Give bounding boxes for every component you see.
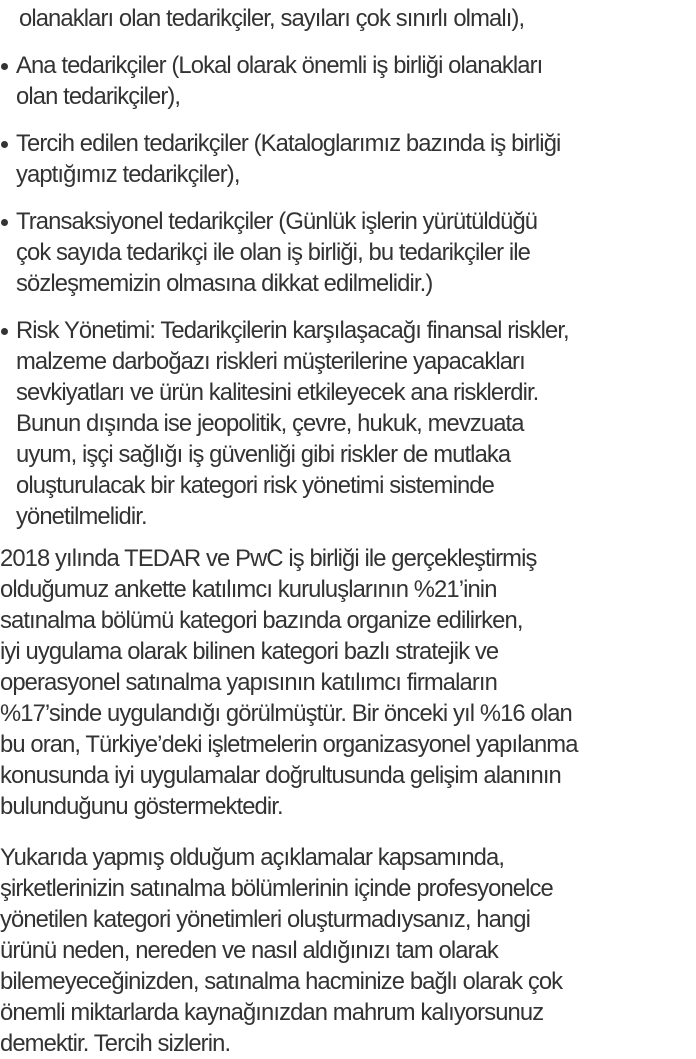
paragraph-conclusion [0,842,696,1059]
bullet-dot-icon [1,328,8,335]
text-line: konusunda iyi uygulamalar doğrultusunda gelişim alanının [0,762,561,789]
text-line: yaptığımız tedarikçiler), [16,161,240,188]
text-line: önemli miktarlarda kaynağınızdan mahrum kalıyorsunuz [0,999,544,1026]
text-line: sevkiyatları ve ürün kalitesini etkileyecek ana risklerdir. [16,379,539,406]
text-line: Risk Yönetimi: Tedarikçilerin karşılaşacağı finansal riskler, [16,317,569,344]
text-line: Yukarıda yapmış olduğum açıklamalar kapsamında, [0,844,505,871]
text-line: demektir. Tercih sizlerin. [0,1030,231,1057]
paragraph-survey-results [0,543,696,822]
list-item-preferred-suppliers [0,128,696,190]
text-line: malzeme darboğazı riskleri müşterilerine yapacakları [16,348,525,375]
text-line: iyi uygulama olarak bilinen kategori bazlı stratejik ve [0,638,499,665]
text-line: olan tedarikçiler), [16,83,181,110]
text-line: 2018 yılında TEDAR ve PwC iş birliği ile gerçekleştirmiş [0,545,537,572]
text-line: uyum, işçi sağlığı iş güvenliği gibi riskler de mutlaka [16,441,511,468]
text-line: oluşturulacak bir kategori risk yönetimi sisteminde [16,472,494,499]
text-line: ürünü neden, nereden ve nasıl aldığınızı tam olarak [0,937,498,964]
bullet-dot-icon [1,141,8,148]
list-item-transactional-suppliers [0,206,696,299]
text-line: yönetilmelidir. [16,503,147,530]
bullet-dot-icon [1,219,8,226]
text-line: operasyonel satınalma yapısının katılımcı firmaların [0,669,497,696]
text-line: satınalma bölümü kategori bazında organize edilirken, [0,607,523,634]
text-line: çok sayıda tedarikçi ile olan iş birliği, bu tedarikçiler ile [16,239,531,266]
text-line: Transaksiyonel tedarikçiler (Günlük işlerin yürütüldüğü [16,208,538,235]
text-line: Bunun dışında ise jeopolitik, çevre, hukuk, mevzuata [16,410,524,437]
text-line: %17’sinde uygulandığı görülmüştür. Bir önceki yıl %16 olan [0,700,572,727]
list-item-main-suppliers [0,50,696,112]
supplier-category-list [0,50,696,532]
text-line: yönetilen kategori yönetimleri oluşturmadıysanız, hangi [0,906,530,933]
text-line: Tercih edilen tedarikçiler (Kataloglarımız bazında iş birliği [16,130,561,157]
text-line: olanakları olan tedarikçiler, sayıları çok sınırlı olmalı), [18,5,525,32]
text-line: sözleşmemizin olmasına dikkat edilmelidir.) [16,270,433,297]
continued-bullet-text [0,0,696,34]
text-line: şirketlerinizin satınalma bölümlerinin içinde profesyonelce [0,875,553,902]
text-line: bulunduğunu göstermektedir. [0,793,283,820]
text-line: bu oran, Türkiye’deki işletmelerin organizasyonel yapılanma [0,731,578,758]
text-line: Ana tedarikçiler (Lokal olarak önemli iş birliği olanakları [16,52,543,79]
text-line: bilemeyeceğinizden, satınalma hacminize bağlı olarak çok [0,968,563,995]
list-item-risk-management [0,315,696,532]
bullet-dot-icon [1,63,8,70]
text-line: olduğumuz ankette katılımcı kuruluşlarının %21’inin [0,576,497,603]
